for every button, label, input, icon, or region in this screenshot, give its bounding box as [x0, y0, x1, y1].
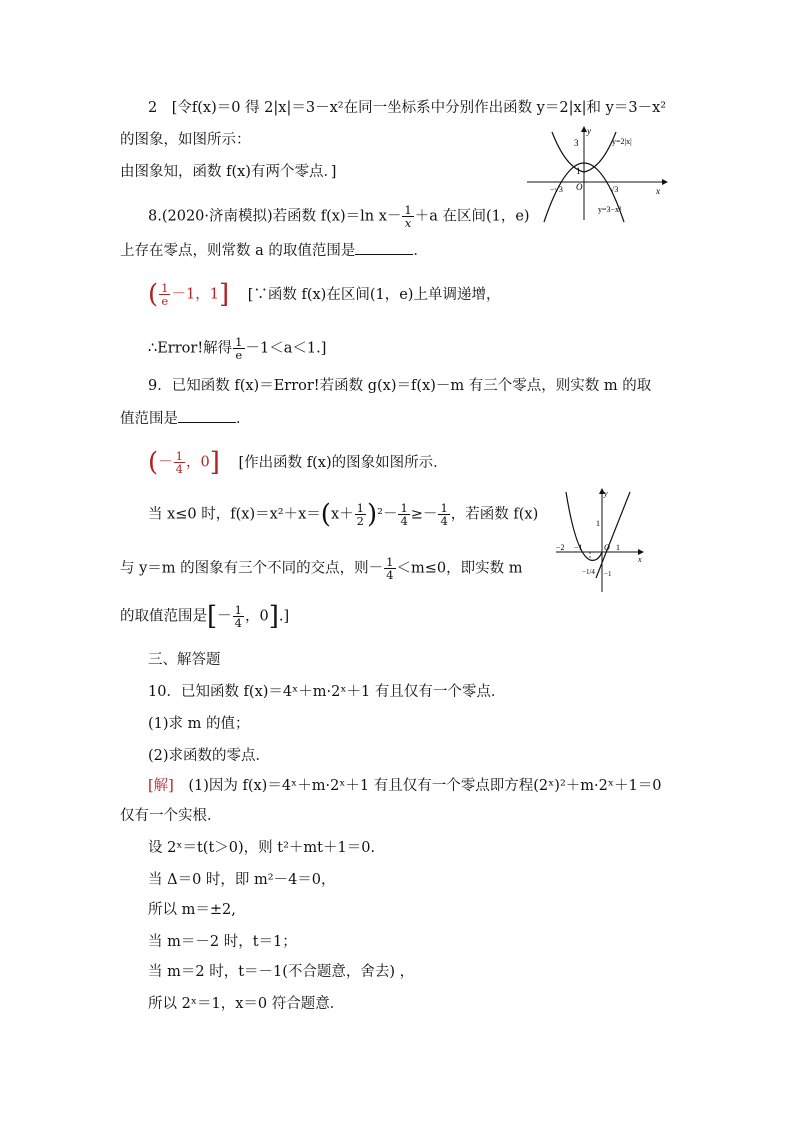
graph1-exp-label: y=2|x|	[612, 137, 632, 146]
solution-line8: 所以 2ˣ＝1，x＝0 符合题意．	[148, 996, 345, 1012]
svg-text:−2: −2	[556, 543, 565, 552]
q9-answer-line: (－ $\frac{1}{4}$ ，0] [作出函数 f(x)的图象如图所示．	[148, 447, 448, 478]
q8-text-post: ＋a 在区间(1，e)	[414, 208, 530, 225]
svg-text:1: 1	[616, 543, 620, 552]
svg-text:−1: −1	[574, 543, 583, 552]
q10-sub2: (2)求函数的零点．	[148, 748, 271, 764]
graph1-y-label: y	[587, 126, 591, 136]
section-heading: 三、解答题	[148, 652, 221, 668]
q8-answer-line: ( $\frac{1}{e}$ －1，1] [∵函数 f(x)在区间(1，e)上单调递增，	[148, 279, 501, 310]
q9-line1: 9．已知函数 f(x)＝Error!若函数 g(x)＝f(x)－m 有三个零点，则实数 m 的取	[148, 378, 652, 394]
solution-line5: 所以 m＝±2,	[148, 902, 236, 918]
solution-line3: 设 2ˣ＝t(t＞0)，则 t²＋mt＋1＝0.	[148, 840, 376, 856]
svg-text:1: 1	[596, 519, 600, 528]
svg-text:−1/4: −1/4	[582, 568, 595, 576]
q9-blank	[178, 408, 236, 423]
graph1-tick-1: 1	[576, 166, 581, 176]
q10-line1: 10．已知函数 f(x)＝4ˣ＋m·2ˣ＋1 有且仅有一个零点．	[148, 684, 506, 700]
q9-line5: 与 y＝m 的图象有三个不同的交点，则－ $\frac{1}{4}$ ＜m≤0，即实数 m	[120, 555, 523, 582]
q9-line2: 值范围是 ．	[120, 408, 251, 429]
q8-answer-lparen: (	[148, 279, 159, 310]
q9-line6: 的取值范围是[－ $\frac{1}{4}$ ，0].]	[120, 601, 290, 632]
q10-sub1: (1)求 m 的值；	[148, 716, 250, 732]
svg-text:x: x	[638, 555, 642, 564]
graph-exp-parabola	[522, 124, 672, 224]
svg-text:O: O	[604, 543, 610, 552]
solution-line2: 仅有一个实根．	[120, 808, 222, 824]
q8-line2: 上存在零点，则常数 a 的取值范围是 ．	[120, 240, 428, 261]
graph1-origin: O	[576, 182, 583, 192]
p7-answer-line2: 的图象，如图所示：	[120, 132, 251, 148]
graph1-tick-neg-sqrt3: −√3	[550, 185, 563, 194]
q8-fraction: $\frac{1}{x}$	[404, 203, 412, 230]
q8-answer-rest: －1，1	[171, 286, 219, 303]
q9-explain: [作出函数 f(x)的图象如图所示．	[238, 454, 448, 471]
q8-answer-frac: $\frac{1}{e}$	[161, 281, 169, 308]
svg-text:y: y	[604, 489, 608, 498]
solution-tag: [解]	[148, 778, 174, 794]
graph-piecewise	[552, 486, 648, 598]
q8-blank	[355, 240, 413, 255]
q8-line4: ∴Error!解得 $\frac{1}{e}$ －1＜a＜1.]	[148, 335, 327, 362]
graph1-tick-sqrt3: √3	[610, 185, 619, 194]
q8-line1	[148, 204, 530, 229]
p7-answer-line3: 由图象知，函数 f(x)有两个零点．]	[120, 164, 337, 180]
graph1-tick-3: 3	[574, 138, 579, 148]
solution-line4: 当 Δ＝0 时，即 m²－4＝0，	[148, 872, 336, 888]
p7-answer-line1: 2 [令f(x)＝0 得 2|x|＝3－x²在同一坐标系中分别作出函数 y＝2|x|和 y＝3－x²	[148, 100, 667, 116]
q8-text-pre: 8.(2020·济南模拟)若函数 f(x)＝ln x－	[148, 208, 402, 225]
svg-text:−1: −1	[604, 570, 612, 578]
q9-line4: 当 x≤0 时，f(x)＝x²＋x＝(x＋ $\frac{1}{2}$ )²－ $\frac{1}{4}$ ≥－ $\frac{1}{4}$ ，若函数 f(x)	[148, 499, 539, 530]
graph1-x-label: x	[656, 186, 660, 196]
graph1-par-label: y=3−x²	[598, 205, 622, 214]
q8-explain: [∵函数 f(x)在区间(1，e)上单调递增，	[247, 286, 501, 303]
solution-line7: 当 m＝2 时，t＝－1(不合题意，舍去) ，	[148, 964, 415, 980]
solution-line1: [解] (1)因为 f(x)＝4ˣ＋m·2ˣ＋1 有且仅有一个零点即方程(2ˣ)²＋m·2ˣ＋1＝0	[148, 778, 662, 794]
solution-line6: 当 m＝－2 时，t＝1；	[148, 934, 297, 950]
q9-answer-frac: $\frac{1}{4}$	[175, 449, 183, 476]
